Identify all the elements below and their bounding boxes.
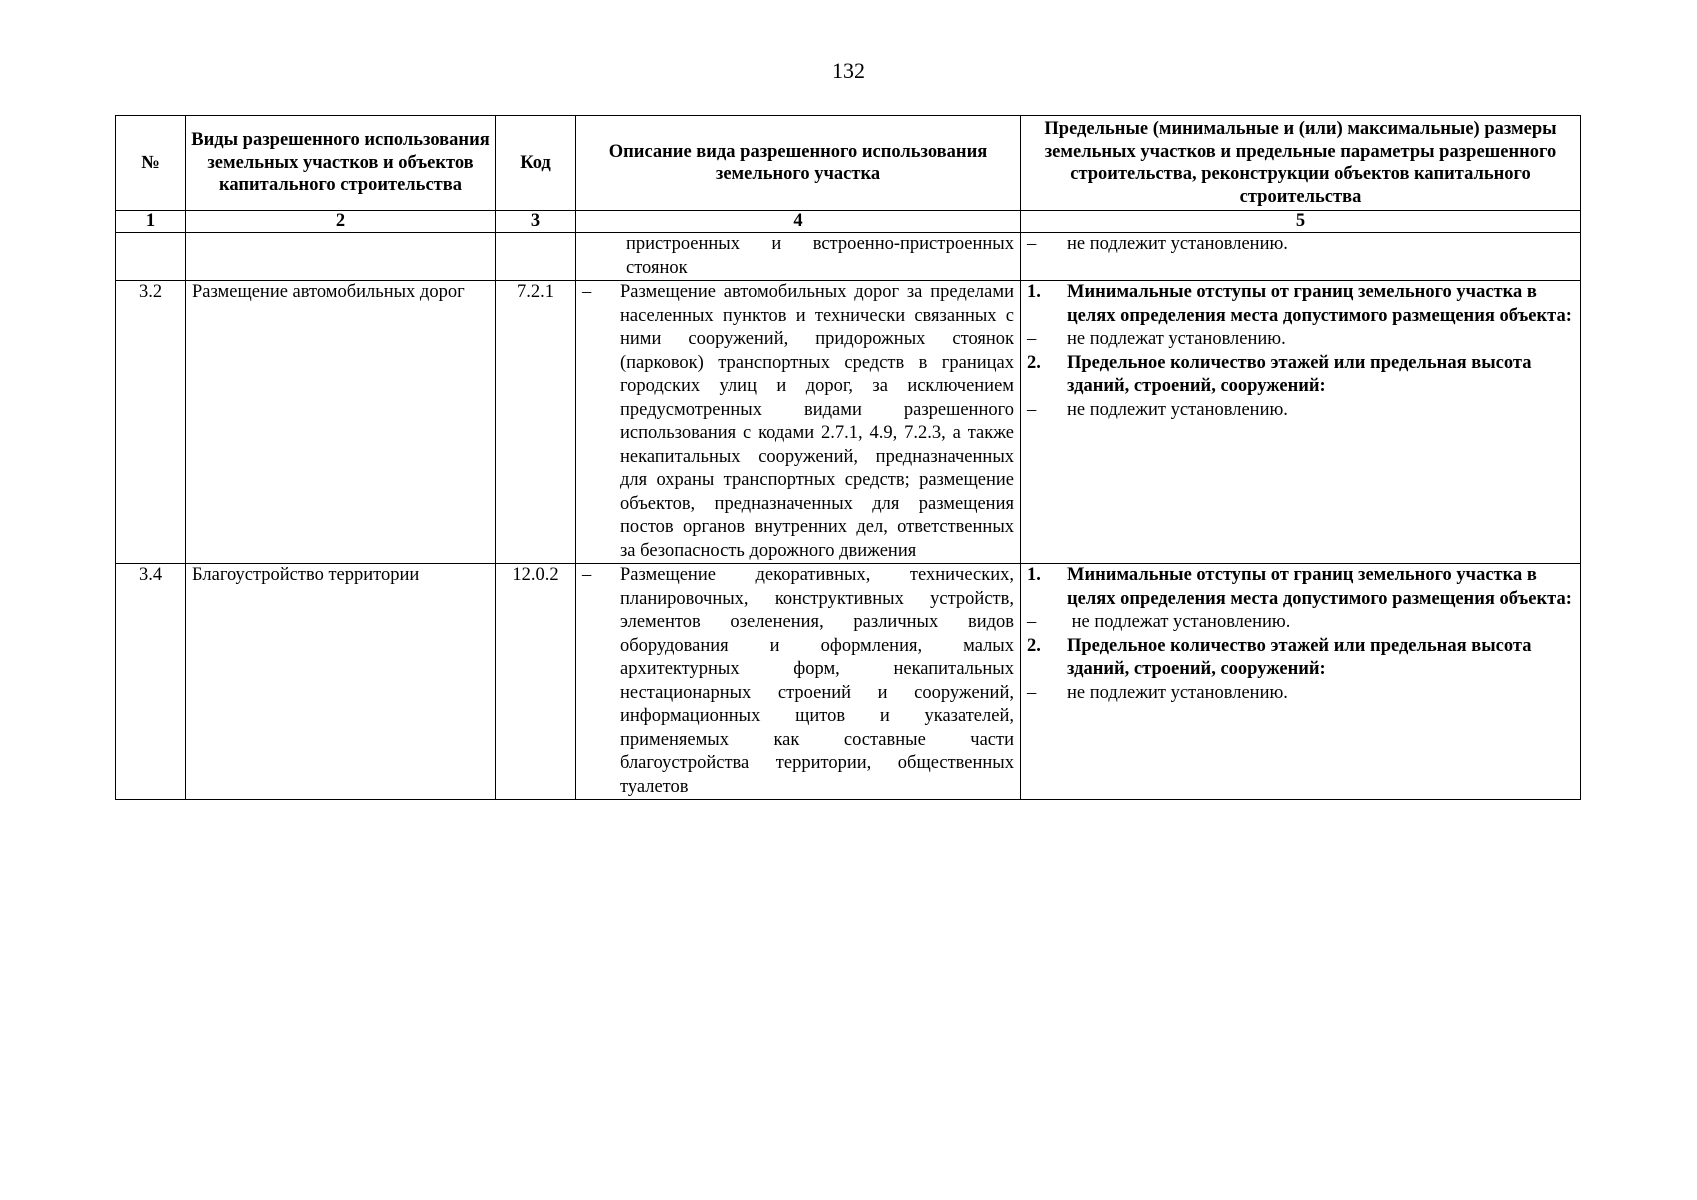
row-description [576, 281, 1021, 564]
dash-marker: – [1027, 612, 1037, 632]
row-code: 12.0.2 [496, 564, 576, 800]
limit-text: не подлежат установлению. [1067, 612, 1291, 632]
limit-item [1027, 611, 1574, 635]
header-limits: Предельные (минимальные и (или) максимальные) размеры земельных участков и предельные параметры разрешенного строительства, реконструкции объектов капитального строительства [1021, 116, 1581, 211]
header-code: Код [496, 116, 576, 211]
column-number-row [116, 211, 1581, 233]
header-kind: Виды разрешенного использования земельных участков и объектов капитального строительства [186, 116, 496, 211]
row-limits [1021, 564, 1581, 800]
row-num: 3.2 [116, 281, 186, 564]
limit-text: не подлежит установлению. [1067, 399, 1288, 420]
column-number: 1 [116, 211, 186, 233]
dash-marker: – [1027, 682, 1037, 703]
header-row [116, 116, 1581, 211]
header-description: Описание вида разрешенного использования земельного участка [576, 116, 1021, 211]
limit-text: не подлежит установлению. [1067, 234, 1288, 254]
row-limits [1021, 281, 1581, 564]
row-description [576, 233, 1021, 281]
table-row [116, 281, 1581, 564]
row-num [116, 233, 186, 281]
description-text: Размещение декоративных, технических, планировочных, конструктивных устройств, элементов озеленения, различных видов оборудования и оформления, малых архитектурных форм, некапитальных нестационарных строений и сооружений, информационных щитов и указателей, применяемых как составные части благоустройства территории, общественных туалетов [620, 565, 1014, 797]
table-row [116, 564, 1581, 800]
limit-heading: Предельное количество этажей или предельная высота зданий, строений, сооружений: [1067, 635, 1532, 679]
row-num: 3.4 [116, 564, 186, 800]
limit-item [1027, 352, 1574, 399]
row-kind: Благоустройство территории [186, 564, 496, 800]
page-number: 132 [832, 58, 865, 83]
number-marker: 2. [1027, 352, 1041, 373]
dash-marker: – [1027, 399, 1037, 420]
row-kind: Размещение автомобильных дорог [186, 281, 496, 564]
dash-marker: – [1027, 234, 1037, 254]
header-num: № [116, 116, 186, 211]
limit-item [1027, 635, 1574, 682]
description-continuation: пристроенных и встроенно-пристроенных стоянок [626, 234, 1014, 278]
number-marker: 2. [1027, 635, 1041, 656]
limit-item [1027, 399, 1574, 423]
row-kind [186, 233, 496, 281]
number-marker: 1. [1027, 282, 1041, 302]
row-description [576, 564, 1021, 800]
limit-item [1027, 281, 1574, 328]
land-use-table [115, 115, 1581, 800]
column-number: 4 [576, 211, 1021, 233]
description-text: Размещение автомобильных дорог за пределами населенных пунктов и технически связанных с ними сооружений, придорожных стоянок (парковок) транспортных средств в границах городских улиц и дорог, за исключением предусмотренных видами разрешенного использования с кодами 2.7.1, 4.9, 7.2.3, а также некапитальных сооружений, предназначенных для охраны транспортных средств; размещение объектов, предназначенных для размещения постов органов внутренних дел, ответственных за безопасность дорожного движения [620, 282, 1014, 561]
column-number: 2 [186, 211, 496, 233]
limit-item [1027, 682, 1574, 706]
description-item [582, 281, 1014, 563]
dash-marker: – [582, 282, 592, 302]
row-code: 7.2.1 [496, 281, 576, 564]
limit-text: не подлежит установлению. [1067, 682, 1288, 703]
row-code [496, 233, 576, 281]
limit-item [1027, 564, 1574, 611]
limit-text: не подлежат установлению. [1067, 329, 1286, 349]
limit-heading: Минимальные отступы от границ земельного участка в целях определения места допустимого размещения объекта: [1067, 565, 1572, 609]
column-number: 5 [1021, 211, 1581, 233]
number-marker: 1. [1027, 565, 1041, 585]
limit-item [1027, 328, 1574, 352]
limit-heading: Минимальные отступы от границ земельного участка в целях определения места допустимого размещения объекта: [1067, 282, 1572, 326]
column-number: 3 [496, 211, 576, 233]
dash-marker: – [1027, 329, 1037, 349]
limit-heading: Предельное количество этажей или предельная высота зданий, строений, сооружений: [1067, 352, 1532, 396]
table-row [116, 233, 1581, 281]
description-item [582, 564, 1014, 799]
row-limits [1021, 233, 1581, 281]
limit-item [1027, 233, 1574, 257]
dash-marker: – [582, 565, 592, 585]
